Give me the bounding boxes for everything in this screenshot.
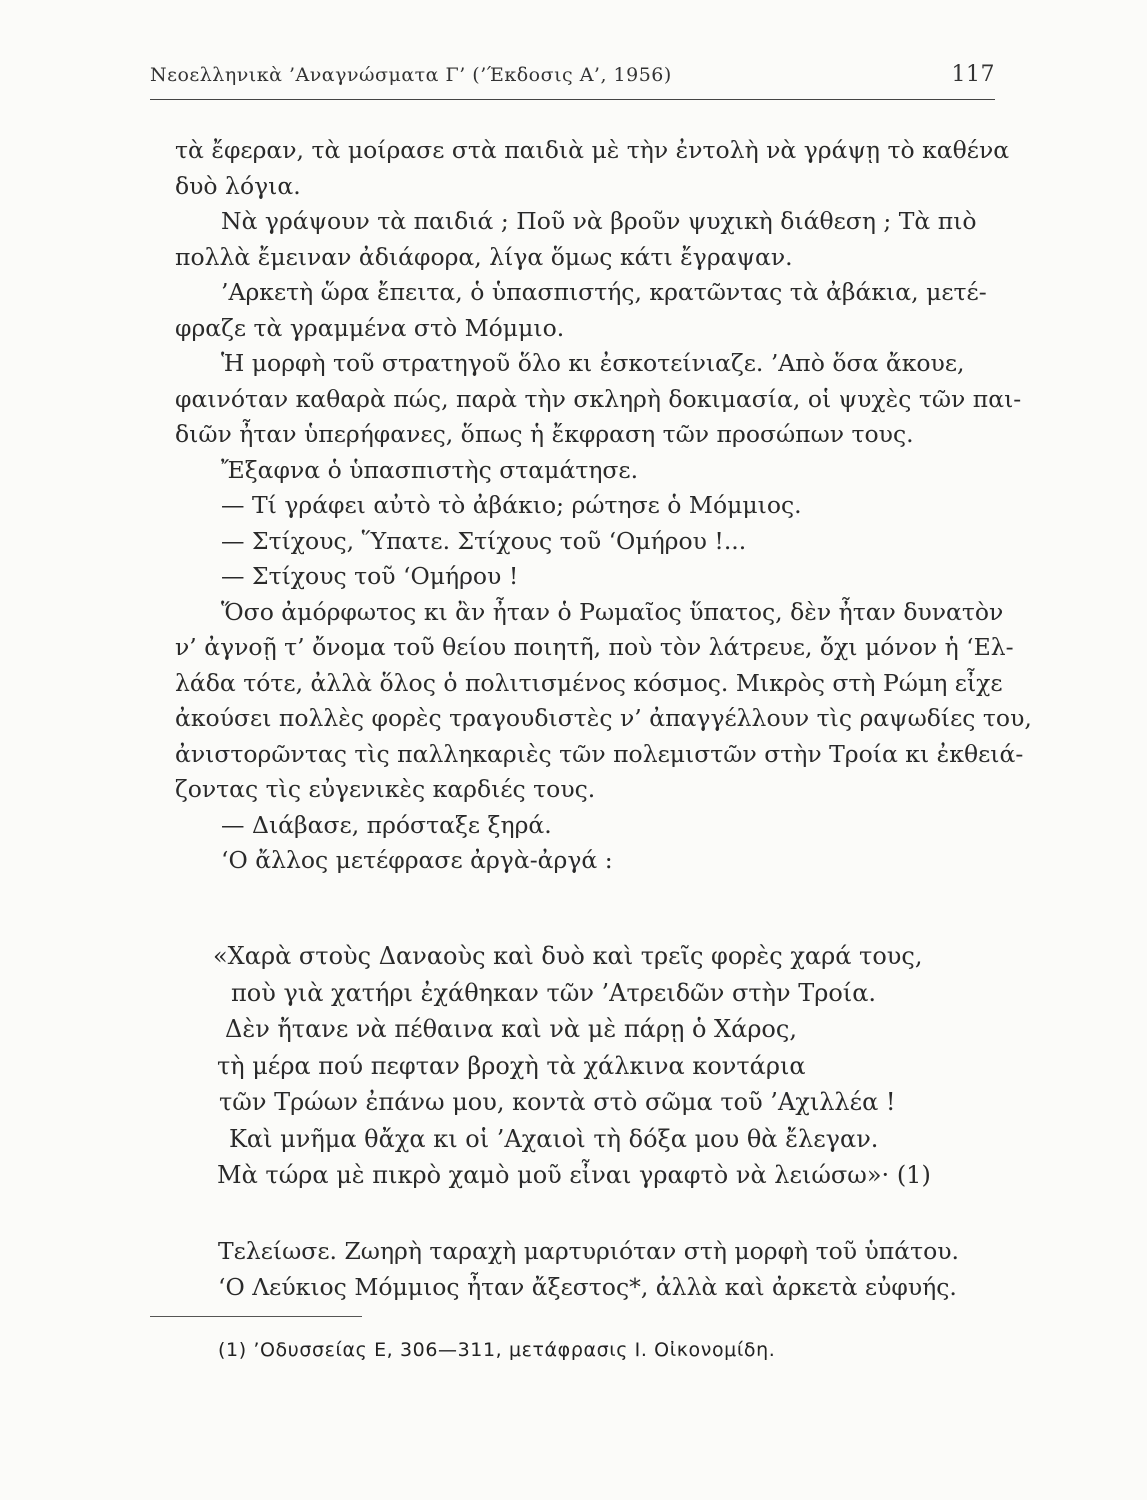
text-line: Ὅσο ἀμόρφωτος κι ἂν ἦταν ὁ Ρωμαῖος ὕπατος, δὲν ἦταν δυνατὸν (221, 597, 1004, 626)
poem-line: «Χαρὰ στοὺς Δαναοὺς καὶ δυὸ καὶ τρεῖς φορὲς χαρά τους, (213, 942, 923, 970)
poem-line: Μὰ τώρα μὲ πικρὸ χαμὸ μοῦ εἶναι γραφτὸ νὰ λειώσω»· (1) (217, 1161, 931, 1189)
text-line: ‘Ο Λεύκιος Μόμμιος ἦταν ἄξεστος*, ἀλλὰ καὶ ἀρκετὰ εὐφυής. (218, 1273, 957, 1301)
dialogue-line: — Στίχους τοῦ ‘Ομήρου ! (221, 562, 519, 590)
body-text (175, 133, 1032, 879)
dialogue-line: — Τί γράφει αὐτὸ τὸ ἀβάκιο; ρώτησε ὁ Μόμμιος. (221, 491, 802, 519)
running-header (150, 62, 995, 96)
text-line: ’Αρκετὴ ὥρα ἔπειτα, ὁ ὑπασπιστής, κρατῶντας τὰ ἀβάκια, μετέ- (221, 278, 987, 306)
header-title: Νεοελληνικὰ ’Αναγνώσματα Γ’ (’Έκδοσις Α’, 1956) (150, 64, 672, 86)
header-rule (150, 99, 995, 100)
poem-line: ποὺ γιὰ χατήρι ἐχάθηκαν τῶν ’Ατρειδῶν στὴν Τροία. (231, 978, 877, 1007)
text-line: Τελείωσε. Ζωηρὴ ταραχὴ μαρτυριόταν στὴ μορφὴ τοῦ ὑπάτου. (218, 1237, 960, 1265)
footnote-rule (150, 1316, 362, 1317)
text-line: ζοντας τὶς εὐγενικὲς καρδιές τους. (175, 775, 596, 803)
text-line: τὰ ἔφεραν, τὰ μοίρασε στὰ παιδιὰ μὲ τὴν ἐντολὴ νὰ γράψῃ τὸ καθένα (175, 136, 1010, 164)
text-line: φραζε τὰ γραμμένα στὸ Μόμμιο. (175, 313, 565, 342)
poem-line: Καὶ μνῆμα θἄχα κι οἱ ’Αχαιοὶ τὴ δόξα μου θὰ ἔλεγαν. (229, 1124, 879, 1153)
text-line: ἀνιστορῶντας τὶς παλληκαριὲς τῶν πολεμιστῶν στὴν Τροία κι ἐκθειά- (175, 739, 1024, 768)
dialogue-line: — Στίχους, Ὕπατε. Στίχους τοῦ ‘Ομήρου !... (221, 526, 747, 555)
text-line: ἀκούσει πολλὲς φορὲς τραγουδιστὲς ν’ ἀπαγγέλλουν τὶς ραψωδίες του, (175, 704, 1032, 732)
text-line: πολλὰ ἔμειναν ἀδιάφορα, λίγα ὅμως κάτι ἔγραψαν. (175, 242, 793, 271)
poem-line: τὴ μέρα πού πεφταν βροχὴ τὰ χάλκινα κοντάρια (217, 1051, 806, 1080)
poem-line: τῶν Τρώων ἐπάνω μου, κοντὰ στὸ σῶμα τοῦ ’Αχιλλέα ! (219, 1088, 896, 1116)
text-line: δυὸ λόγια. (175, 171, 301, 200)
text-line: φαινόταν καθαρὰ πώς, παρὰ τὴν σκληρὴ δοκιμασία, οἱ ψυχὲς τῶν παι- (175, 384, 1022, 413)
text-line: Νὰ γράψουν τὰ παιδιά ; Ποῦ νὰ βροῦν ψυχικὴ διάθεση ; Τὰ πιὸ (221, 207, 977, 235)
text-line: Ἔξαφνα ὁ ὑπασπιστὴς σταμάτησε. (221, 455, 639, 484)
text-line: ν’ ἀγνοῇ τ’ ὄνομα τοῦ θείου ποιητῆ, ποὺ τὸν λάτρευε, ὄχι μόνον ἡ ‘Ελ- (175, 633, 1014, 661)
after-poem-text (218, 1233, 978, 1305)
poem-quote (203, 938, 963, 1194)
text-line: λάδα τότε, ἀλλὰ ὅλος ὁ πολιτισμένος κόσμος. Μικρὸς στὴ Ρώμη εἶχε (175, 668, 1003, 697)
text-line: ‘Ο ἄλλος μετέφρασε ἀργὰ-ἀργά : (221, 846, 613, 874)
footnote: (1) ’Οδυσσείας Ε, 306—311, μετάφρασις Ι. Οἰκονομίδη. (218, 1339, 776, 1361)
dialogue-line: — Διάβασε, πρόσταξε ξηρά. (221, 810, 552, 839)
page-number: 117 (951, 62, 995, 87)
poem-line: Δὲν ἤτανε νὰ πέθαινα καὶ νὰ μὲ πάρῃ ὁ Χάρος, (225, 1015, 797, 1043)
text-line: διῶν ἦταν ὑπερήφανες, ὅπως ἡ ἔκφραση τῶν προσώπων τους. (175, 420, 914, 448)
text-line: Ἡ μορφὴ τοῦ στρατηγοῦ ὅλο κι ἐσκοτείνιαζε. ’Απὸ ὅσα ἄκουε, (221, 349, 965, 377)
